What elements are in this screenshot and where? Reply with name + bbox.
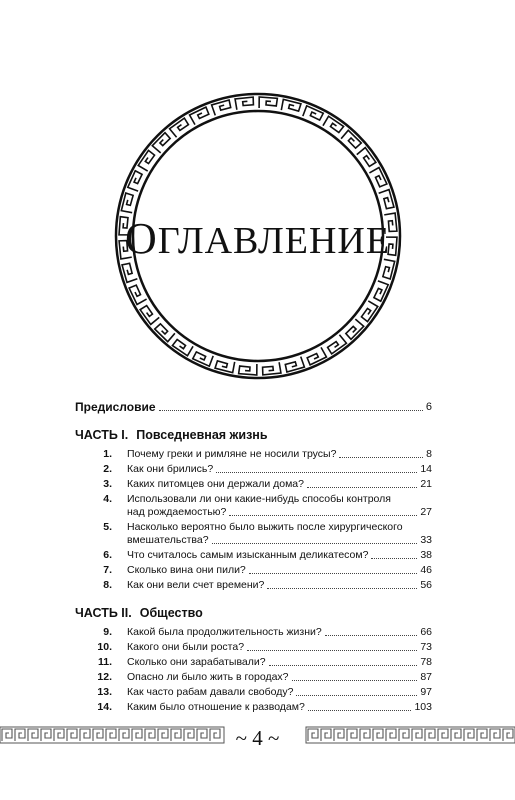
toc-entry-title: Насколько вероятно было выжить после хирургического (127, 521, 403, 533)
toc-entry-number: 12. (97, 671, 112, 683)
toc-part-heading[interactable]: ЧАСТЬ I. Повседневная жизнь (75, 428, 268, 442)
meander-motif (121, 193, 133, 213)
toc-entry-page: 56 (420, 579, 432, 591)
dot-leader (269, 665, 418, 666)
page-number: ~ 4 ~ (235, 726, 280, 750)
meander-motif (379, 190, 394, 209)
meander-motif (285, 357, 304, 372)
toc-parts (75, 428, 432, 714)
toc-entry-number: 13. (97, 686, 112, 698)
meander-motif (281, 99, 301, 111)
table-of-contents (75, 401, 432, 716)
toc-entry-page: 87 (420, 671, 432, 683)
toc-entry-page: 97 (420, 686, 432, 698)
meander-motif (239, 364, 257, 375)
toc-entry-number: 11. (97, 656, 112, 668)
toc-entry-page: 78 (420, 656, 432, 668)
toc-entry-number: 14. (97, 701, 112, 713)
toc-entry-number: 6. (103, 549, 112, 561)
toc-entry-number: 2. (103, 463, 112, 475)
toc-entry-title: Сколько вина они пили? (127, 564, 246, 576)
toc-entry-title: Как часто рабам давали свободу? (127, 686, 294, 698)
toc-entry[interactable] (75, 478, 432, 491)
toc-entry-page: 8 (426, 448, 432, 460)
toc-entry[interactable] (75, 549, 432, 562)
toc-entry-number: 10. (97, 641, 112, 653)
meander-motif (259, 97, 277, 108)
toc-entry[interactable] (75, 564, 432, 577)
dot-leader (267, 588, 417, 589)
toc-entry[interactable] (75, 671, 432, 684)
toc-entry[interactable] (75, 493, 432, 519)
meander-motif (215, 361, 235, 373)
toc-entry-title: Как они вели счет времени? (127, 579, 265, 591)
toc-entry[interactable] (75, 701, 432, 714)
toc-entry-number: 1. (103, 448, 112, 460)
page-title: ОГЛАВЛЕНИЕ (124, 214, 391, 263)
dot-leader (159, 410, 423, 411)
dot-leader (296, 695, 417, 696)
meander-motif (235, 97, 253, 110)
toc-entry-page: 33 (420, 534, 432, 546)
toc-entry-title: Какой была продолжительность жизни? (127, 626, 322, 638)
toc-entry-title: Сколько они зарабатывали? (127, 656, 266, 668)
dot-leader (292, 680, 418, 681)
dot-leader (371, 558, 417, 559)
toc-entry-page: 73 (420, 641, 432, 653)
toc-entry-page: 14 (420, 463, 432, 475)
toc-entry-title: Что считалось самым изысканным деликатесом? (127, 549, 369, 561)
toc-entry-page: 46 (420, 564, 432, 576)
toc-entry-page: 38 (420, 549, 432, 561)
toc-entry-number: 4. (103, 493, 112, 505)
meander-motif (263, 362, 281, 375)
greek-key-ring-emblem (0, 0, 515, 390)
toc-entry-title: Использовали ли они какие-нибудь способы контроля (127, 493, 391, 505)
toc-entry[interactable] (75, 686, 432, 699)
toc-entry-title: вмешательства? (127, 534, 209, 546)
toc-entry[interactable] (75, 641, 432, 654)
toc-entry[interactable] (75, 626, 432, 639)
dot-leader (229, 515, 417, 516)
dot-leader (216, 472, 417, 473)
toc-entry-title: Опасно ли было жить в городах? (127, 671, 289, 683)
toc-entry-title: Каких питомцев они держали дома? (127, 478, 304, 490)
dot-leader (339, 457, 423, 458)
toc-entry[interactable] (75, 579, 432, 592)
toc-entry-page: 21 (420, 478, 432, 490)
toc-entry-title: Почему греки и римляне не носили трусы? (127, 448, 337, 460)
toc-entry[interactable] (75, 448, 432, 461)
toc-entry-page: 103 (414, 701, 432, 713)
toc-entry-title: Как они брились? (127, 463, 214, 475)
dot-leader (325, 635, 418, 636)
toc-entry-number: 9. (103, 626, 112, 638)
toc-entry-number: 7. (103, 564, 112, 576)
toc-part-heading[interactable]: ЧАСТЬ II. Общество (75, 606, 203, 620)
toc-entry[interactable] (75, 656, 432, 669)
toc-entry-title: Каким было отношение к разводам? (127, 701, 305, 713)
dot-leader (307, 487, 417, 488)
meander-motif (122, 263, 137, 282)
dot-leader (308, 710, 412, 711)
dot-leader (249, 573, 418, 574)
toc-entry-page: 66 (420, 626, 432, 638)
meander-motif (212, 100, 231, 115)
toc-entry[interactable] (75, 463, 432, 476)
toc-entry-number: 3. (103, 478, 112, 490)
toc-preface[interactable]: Предисловие 6 (75, 400, 432, 414)
toc-entry-page: 27 (420, 506, 432, 518)
toc-entry-title: Какого они были роста? (127, 641, 245, 653)
toc-entry-number: 8. (103, 579, 112, 591)
dot-leader (247, 650, 417, 651)
toc-entry-number: 5. (103, 521, 112, 533)
toc-entry-title: над рождаемостью? (127, 506, 227, 518)
dot-leader (212, 543, 418, 544)
toc-entry[interactable] (75, 521, 432, 547)
